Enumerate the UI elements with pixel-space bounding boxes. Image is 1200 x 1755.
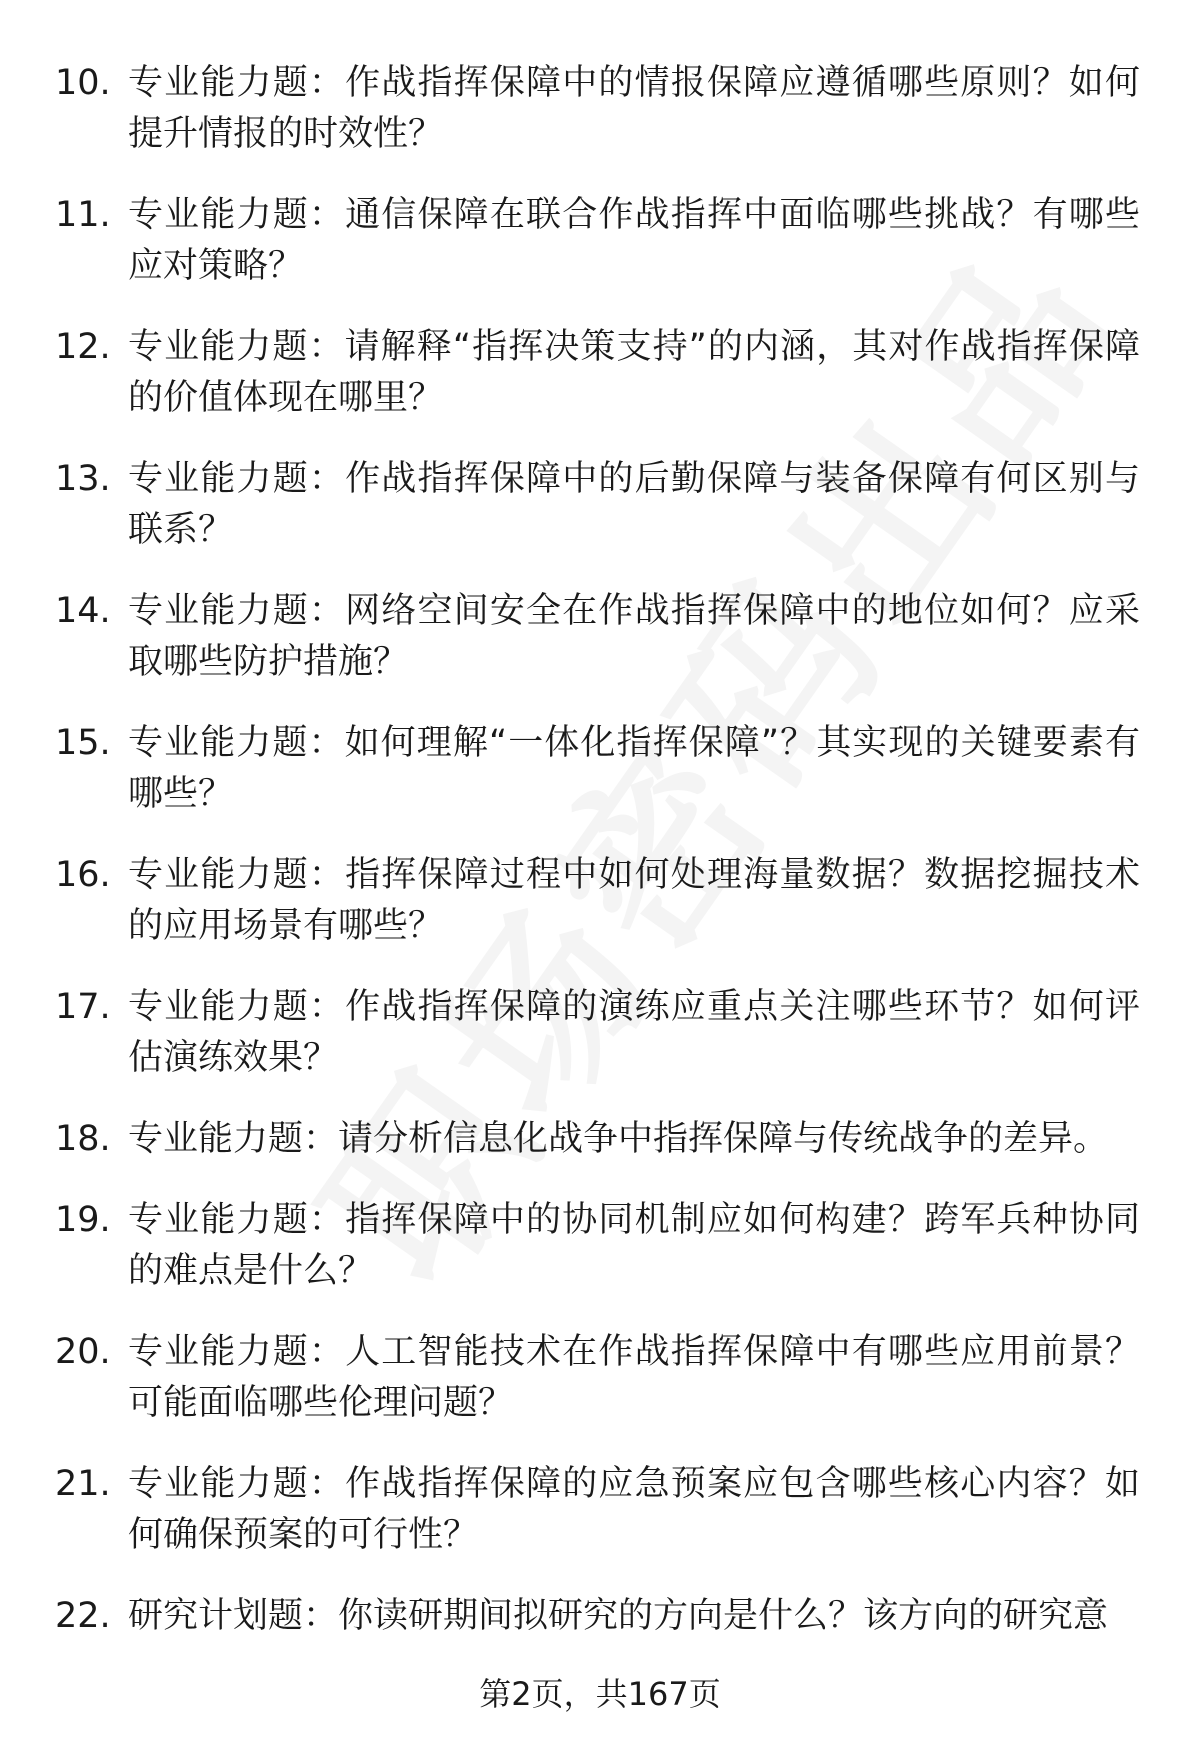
question-text: 专业能力题：人工智能技术在作战指挥保障中有哪些应用前景？可能面临哪些伦理问题？ — [128, 1332, 1140, 1423]
question-text: 专业能力题：作战指挥保障中的情报保障应遵循哪些原则？如何提升情报的时效性？ — [128, 63, 1140, 154]
question-item-18 — [0, 1114, 1200, 1165]
question-list — [0, 58, 1200, 1672]
question-number: 12. — [55, 327, 111, 367]
question-number: 19. — [55, 1200, 111, 1240]
question-text: 专业能力题：如何理解“一体化指挥保障”？其实现的关键要素有哪些？ — [128, 723, 1140, 814]
question-item-11 — [0, 190, 1200, 292]
question-text: 专业能力题：请分析信息化战争中指挥保障与传统战争的差异。 — [128, 1119, 1109, 1159]
question-item-12 — [0, 322, 1200, 424]
question-text: 专业能力题：作战指挥保障的应急预案应包含哪些核心内容？如何确保预案的可行性？ — [128, 1464, 1140, 1555]
question-number: 21. — [55, 1464, 111, 1504]
question-item-21 — [0, 1459, 1200, 1561]
question-number: 14. — [55, 591, 111, 631]
question-item-19 — [0, 1195, 1200, 1297]
question-text: 专业能力题：通信保障在联合作战指挥中面临哪些挑战？有哪些应对策略？ — [128, 195, 1140, 286]
question-item-14 — [0, 586, 1200, 688]
question-item-17 — [0, 982, 1200, 1084]
question-item-22 — [0, 1591, 1200, 1642]
question-item-20 — [0, 1327, 1200, 1429]
question-text: 专业能力题：请解释“指挥决策支持”的内涵，其对作战指挥保障的价值体现在哪里？ — [128, 327, 1140, 418]
question-text: 专业能力题：作战指挥保障的演练应重点关注哪些环节？如何评估演练效果？ — [128, 987, 1140, 1078]
question-number: 15. — [55, 723, 111, 763]
question-item-16 — [0, 850, 1200, 952]
question-text: 专业能力题：指挥保障中的协同机制应如何构建？跨军兵种协同的难点是什么？ — [128, 1200, 1140, 1291]
page-number-footer: 第2页，共167页 — [479, 1675, 721, 1713]
question-text: 专业能力题：作战指挥保障中的后勤保障与装备保障有何区别与联系？ — [128, 459, 1140, 550]
question-number: 22. — [55, 1596, 111, 1636]
question-text: 专业能力题：网络空间安全在作战指挥保障中的地位如何？应采取哪些防护措施？ — [128, 591, 1140, 682]
question-number: 17. — [55, 987, 111, 1027]
question-number: 11. — [55, 195, 111, 235]
question-item-13 — [0, 454, 1200, 556]
question-number: 18. — [55, 1119, 111, 1159]
question-number: 20. — [55, 1332, 111, 1372]
question-item-15 — [0, 718, 1200, 820]
question-text: 专业能力题：指挥保障过程中如何处理海量数据？数据挖掘技术的应用场景有哪些？ — [128, 855, 1140, 946]
question-number: 16. — [55, 855, 111, 895]
question-number: 13. — [55, 459, 111, 499]
question-item-10 — [0, 58, 1200, 160]
question-number: 10. — [55, 63, 111, 103]
question-text: 研究计划题：你读研期间拟研究的方向是什么？该方向的研究意 — [128, 1596, 1109, 1636]
